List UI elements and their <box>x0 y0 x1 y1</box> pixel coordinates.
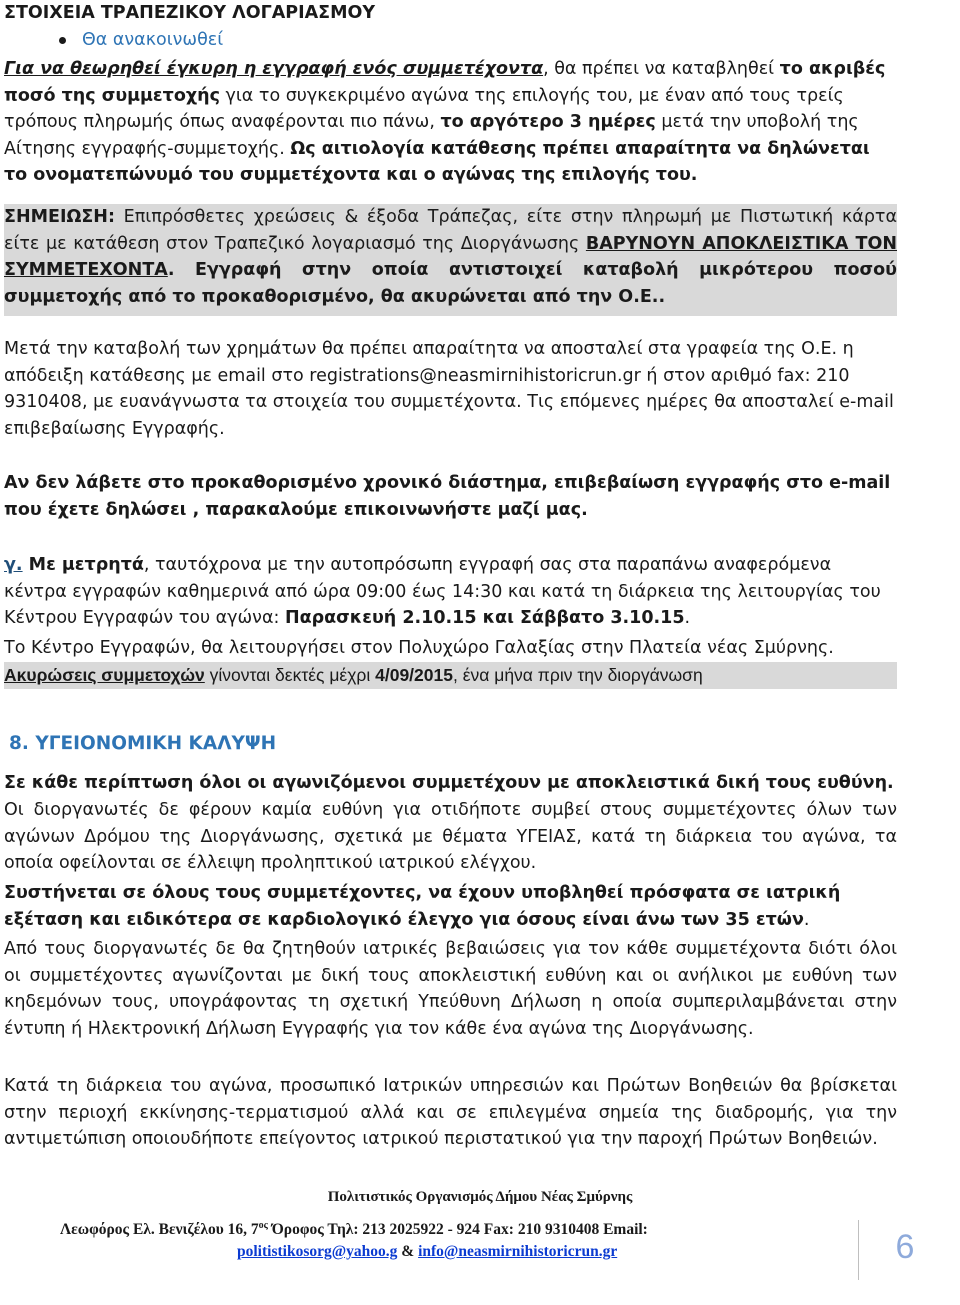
footer-email-link-1[interactable]: politistikosorg@yahoo.g <box>237 1243 398 1260</box>
paragraph-own-responsibility <box>4 770 897 797</box>
bullet-announce-text: Θα ανακοινωθεί <box>82 30 224 50</box>
p4-c: , ταυτόχρονα με την αυτοπρόσωπη εγγραφή σας στα παραπάνω αναφερόμενα κέντρα εγγραφών καθημερινά από ώρα 09:00 έως 14:30 και κατά τη διάρκεια της λειτουργίας του Κέντρου Εγγραφών του αγώνα: <box>4 555 881 629</box>
p10-text: Από τους διοργανωτές δε θα ζητηθούν ιατρικές βεβαιώσεις για τον κάθε συμμετέχοντα διότι όλοι οι συμμετέχοντες αγωνίζονται με δική τους αποκλειστική ευθύνη και οι ανήλικοι με ευθύνη των κηδεμόνων τους, υπογράφοντας τη σχετική Υπεύθυνη Δήλωση η οποία συμπεριλαμβάνεται στην έντυπη ή Ηλεκτρονική Δήλωση Εγγραφής για τον κάθε ένα αγώνα της Διοργάνωσης. <box>4 939 897 1039</box>
page-number: 6 <box>895 1228 915 1266</box>
p11-text: Κατά τη διάρκεια του αγώνα, προσωπικό Ιατρικών υπηρεσιών και Πρώτων Βοηθειών θα βρίσκεται στην περιοχή εκκίνησης-τερματισμού αλλά και σε επιλεγμένα σημεία της διαδρομής, για την αντιμετώπιση οποιουδήποτε επείγοντος ιατρικού περιστατικού για την παροχή Πρώτων Βοηθειών. <box>4 1076 897 1150</box>
note-a: ΣΗΜΕΙΩΣΗ: <box>4 207 115 227</box>
paragraph-no-liability <box>4 797 897 877</box>
p4-b: Με μετρητά <box>22 555 144 575</box>
p1-e: το αργότερο 3 ημέρες <box>440 112 656 133</box>
section-8-title: 8. ΥΓΕΙΟΝΟΜΙΚΗ ΚΑΛΥΨΗ <box>9 733 277 754</box>
note-b: Επιπρόσθετες χρεώσεις & έξοδα Τράπεζας, είτε στην πληρωμή με Πιστωτική κάρτα είτε με κατάθεση στον Τραπεζικό λογαριασμό της Διοργάνωσης <box>4 207 897 254</box>
paragraph-registration-center <box>4 635 897 662</box>
note-d: . Εγγραφή στην οποία αντιστοιχεί καταβολή μικρότερου ποσού συμμετοχής από το προκαθορισμένο, θα ακυρώνεται από την Ο.Ε.. <box>4 260 897 307</box>
p1-a: Για να θεωρηθεί έγκυρη η εγγραφή ενός συμμετέχοντα <box>4 59 544 79</box>
bank-details-heading: ΣΤΟΙΧΕΙΑ ΤΡΑΠΕΖΙΚΟΥ ΛΟΓΑΡΙΑΣΜΟΥ <box>4 3 376 23</box>
p6-c: 4/09/2015 <box>375 665 453 685</box>
paragraph-medical-exam <box>4 880 897 933</box>
p3-text: Αν δεν λάβετε στο προκαθορισμένο χρονικό διάστημα, επιβεβαίωση εγγραφής στο e-mail που έχετε δηλώσει , παρακαλούμε επικοινωνήστε μαζί μας. <box>4 473 891 520</box>
paragraph-contact-us <box>4 470 897 523</box>
p1-f: μετά την υποβολή της Αίτησης εγγραφής-συμμετοχής. <box>4 112 859 159</box>
p1-c: το ακριβές ποσό της συμμετοχής <box>4 59 886 106</box>
p1-b: , θα πρέπει να καταβληθεί <box>543 59 780 79</box>
footer-address <box>60 1221 648 1239</box>
note-box <box>4 204 897 316</box>
p9-text: Συστήνεται σε όλους τους συμμετέχοντες, να έχουν υποβληθεί πρόσφατα σε ιατρική εξέταση και ειδικότερα σε καρδιολογικό έλεγχο για όσους είναι άνω των 35 ετών <box>4 883 841 930</box>
footer-organization: Πολιτιστικός Οργανισμός Δήμου Νέας Σμύρνης <box>327 1189 633 1205</box>
bullet-dot-icon <box>59 37 66 44</box>
paragraph-payment-validity <box>4 56 897 189</box>
p6-b: γίνονται δεκτές μέχρι <box>204 665 376 685</box>
footer-amp: & <box>397 1243 419 1260</box>
page-number-divider <box>858 1220 859 1280</box>
p1-g: Ως αιτιολογία κατάθεσης πρέπει απαραίτητα να δηλώνεται το ονοματεπώνυμό του συμμετέχοντα και ο αγώνας της επιλογής του. <box>4 138 870 186</box>
p4-e: . <box>684 608 691 629</box>
p4-d: Παρασκευή 2.10.15 και Σάββατο 3.10.15 <box>284 608 685 629</box>
paragraph-receipt-email <box>4 336 897 442</box>
p9-end: . <box>803 909 810 930</box>
footer-address-b: Όροφος Τηλ: 213 2025922 - 924 Fax: 210 9310408 Email: <box>267 1221 648 1238</box>
note-c: ΒΑΡΥΝΟΥΝ ΑΠΟΚΛΕΙΣΤΙΚΑ ΤΟΝ ΣΥΜΜΕΤΕΧΟΝΤΑ <box>4 233 898 281</box>
paragraph-cash-payment <box>4 552 897 632</box>
p4-a: γ. <box>4 555 23 575</box>
paragraph-first-aid <box>4 1073 897 1153</box>
footer-address-sup: ος <box>258 1219 268 1231</box>
bullet-announce <box>59 27 223 53</box>
p1-d: για το συγκεκριμένο αγώνα της επιλογής του, με έναν από τους τρείς τρόπους πληρωμής όπως αναφέρονται πιο πάνω, <box>4 85 844 133</box>
footer-address-a: Λεωφόρος Ελ. Βενιζέλου 16, 7 <box>60 1221 259 1238</box>
p6-d: , ένα μήνα πριν την διοργάνωση <box>452 665 703 685</box>
paragraph-medical-certificates <box>4 936 897 1042</box>
p5-text: Το Κέντρο Εγγραφών, θα λειτουργήσει στον Πολυχώρο Γαλαξίας στην Πλατεία νέας Σμύρνης. <box>4 638 834 658</box>
p8-text: Οι διοργανωτές δε φέρουν καμία ευθύνη για οτιδήποτε συμβεί στους συμμετέχοντες όλων των αγώνων Δρόμου της Διοργάνωσης, σχετικά με θέματα ΥΓΕΙΑΣ, κατά τη διάρκεια του αγώνα, τα οποία οφείλονται σε έλλειψη προληπτικού ιατρικού ελέγχου. <box>4 800 897 874</box>
footer-emails <box>237 1243 617 1261</box>
footer-email-link-2[interactable]: info@neasmirnihistoricrun.gr <box>418 1243 618 1260</box>
paragraph-cancellations <box>4 662 897 689</box>
p2-text: Μετά την καταβολή των χρημάτων θα πρέπει απαραίτητα να αποσταλεί στα γραφεία της Ο.Ε. η απόδειξη κατάθεσης με email στο registrations@neasmirnihistoricrun.gr ή στον αριθμό fax: 210 9310408, με ευανάγνωστα τα στοιχεία του συμμετέχοντα. Τις επόμενες ημέρες θα αποσταλεί e-mail επιβεβαίωσης Εγγραφής. <box>4 339 894 439</box>
p6-a: Ακυρώσεις συμμετοχών <box>4 665 205 685</box>
p7-text: Σε κάθε περίπτωση όλοι οι αγωνιζόμενοι συμμετέχουν με αποκλειστικά δική τους ευθύνη. <box>4 773 894 793</box>
